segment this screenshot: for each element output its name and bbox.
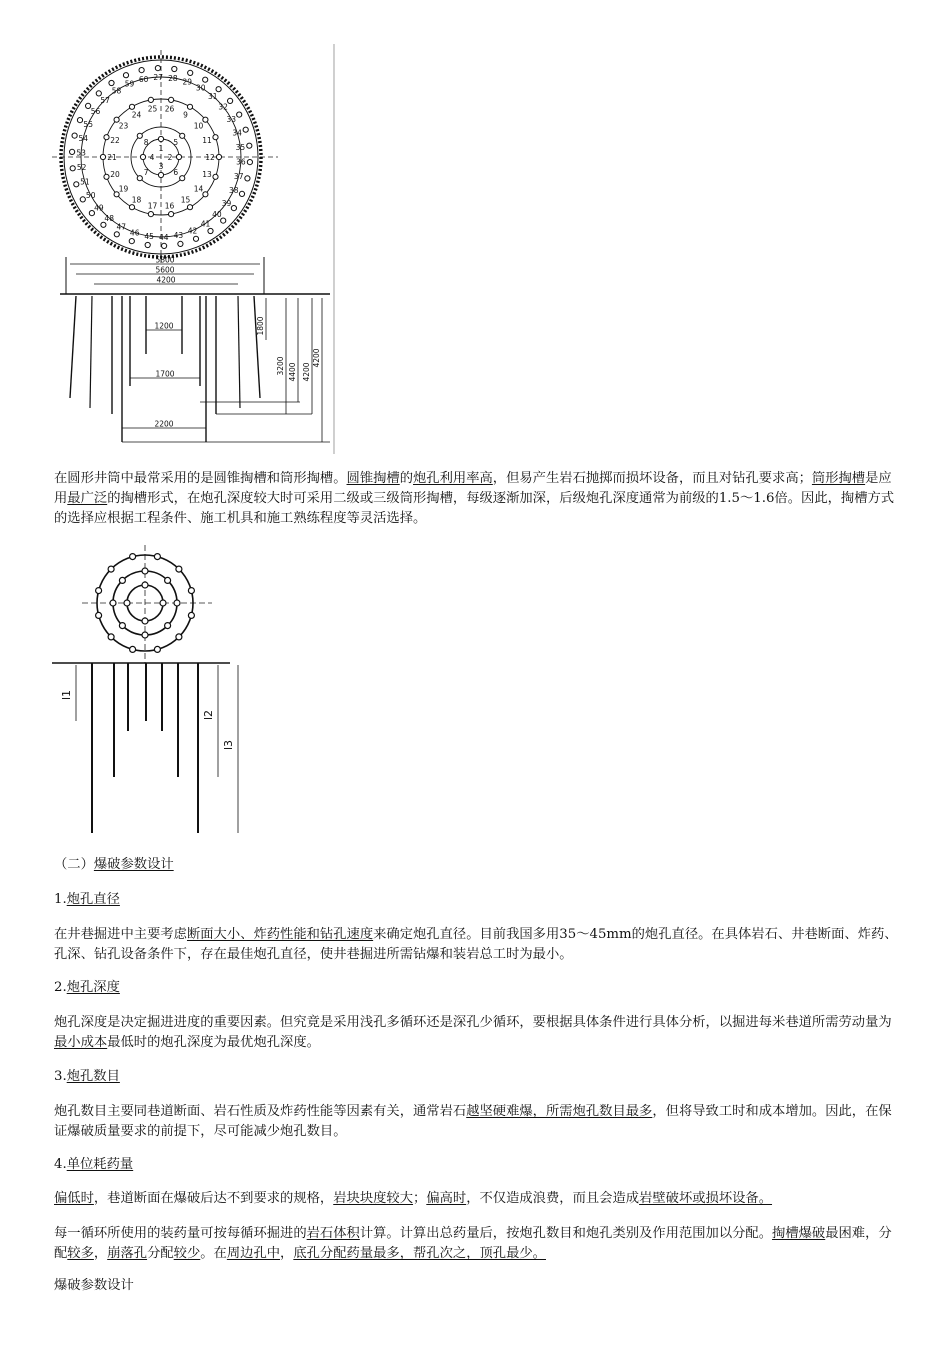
- blast-hole: [188, 70, 193, 75]
- hole-number: 4: [149, 153, 155, 162]
- hole-number: 51: [80, 177, 90, 187]
- blast-hole: [104, 135, 109, 140]
- heading-number: 2.: [54, 980, 67, 995]
- section-view: [52, 663, 238, 833]
- hole-number: 19: [118, 184, 129, 194]
- heading-title: 炮孔深度: [66, 980, 120, 995]
- blast-hole: [187, 104, 192, 109]
- blast-hole: [180, 176, 185, 181]
- blast-hole: [137, 133, 142, 138]
- hole-number: 2: [167, 153, 173, 162]
- section-heading: [54, 855, 900, 875]
- heading-hole-count: [54, 1067, 900, 1087]
- term-most-widely: 最广泛: [67, 491, 108, 506]
- blast-hole: [77, 118, 82, 123]
- hole-number: 35: [235, 142, 246, 152]
- hole-number: 6: [173, 167, 179, 177]
- paragraph-charge-distribution: [54, 1224, 900, 1264]
- blast-hole: [148, 97, 153, 102]
- blast-hole: [145, 242, 150, 247]
- blast-hole: [74, 182, 79, 187]
- term-stoping-holes: 崩落孔: [107, 1246, 148, 1261]
- blast-hole: [176, 566, 182, 572]
- hole-number: 47: [116, 222, 127, 232]
- edge-hole-left: [90, 296, 92, 408]
- blast-hole: [119, 577, 125, 583]
- term-too-high: 偏高时: [426, 1191, 467, 1206]
- dim-1800: 1800: [256, 316, 265, 336]
- text-span: 最低时的炮孔深度为最优炮孔深度。: [107, 1035, 320, 1050]
- blast-hole: [119, 623, 125, 629]
- dim-1700: 1700: [155, 369, 175, 379]
- text-span: 分配: [147, 1246, 174, 1261]
- dim-l3: l3: [222, 739, 235, 751]
- footer-caption: 爆破参数设计: [54, 1278, 134, 1293]
- blast-hole: [162, 243, 167, 248]
- hole-number: 12: [205, 153, 215, 162]
- dim-4200: 4200: [156, 275, 176, 285]
- blast-hole: [213, 174, 218, 179]
- term-perimeter-holes: 周边孔中: [226, 1246, 281, 1261]
- blast-hole: [154, 554, 160, 560]
- hole-number: 17: [147, 201, 158, 211]
- section-view: [60, 44, 334, 454]
- heading-hole-depth: [54, 978, 900, 998]
- heading-number: 3.: [54, 1069, 67, 1084]
- blast-hole: [193, 236, 198, 241]
- text-span: ，但将导致工时和成本增加。因此，在保证爆破质量要求的前提下，尽可能减少炮孔数目。: [54, 1104, 892, 1139]
- hole-number: 58: [111, 86, 122, 96]
- section-prefix: （二）: [54, 857, 94, 872]
- blast-hole: [165, 623, 171, 629]
- hole-number: 3: [158, 162, 164, 171]
- hole-number: 14: [193, 184, 204, 194]
- dim-4200-a: 4200: [302, 362, 311, 382]
- term-cut-blast: 掏槽爆破: [772, 1226, 826, 1241]
- heading-title: 炮孔数目: [66, 1069, 120, 1084]
- hole-number: 30: [195, 83, 206, 93]
- blast-hole: [148, 212, 153, 217]
- hole-number: 50: [85, 191, 96, 201]
- dim-l2: l2: [202, 709, 215, 721]
- text-span: 计算。计算出总药量后，按炮孔数目和炮孔类别及作用范围加以分配。: [359, 1226, 773, 1241]
- blast-hole: [188, 612, 194, 618]
- figure-shaft-cut-layout: [50, 42, 340, 457]
- dim-1200: 1200: [154, 321, 174, 331]
- text-span: 在圆形井筒中最常采用的是圆锥掏槽和筒形掏槽。: [54, 471, 347, 486]
- blast-hole: [174, 600, 180, 606]
- blast-hole: [237, 112, 242, 117]
- blast-hole: [187, 205, 192, 210]
- hole-number: 7: [143, 167, 149, 177]
- term-harder-rock: 越坚硬难爆，所需炮孔数目最多: [466, 1104, 653, 1119]
- hole-number: 36: [236, 157, 246, 167]
- text-span: ；: [413, 1191, 427, 1206]
- blast-hole: [180, 133, 185, 138]
- text-span: ，不仅造成浪费，而且会造成: [466, 1191, 640, 1206]
- dim-4400: 4400: [288, 362, 297, 382]
- blast-hole: [142, 568, 148, 574]
- hole-number: 24: [131, 110, 142, 120]
- text-span: 在井巷掘进中主要考虑: [54, 927, 187, 942]
- cylinder-cut-diagram: [52, 545, 252, 835]
- blast-hole: [178, 241, 183, 246]
- text-span: 的掏槽形式，在炮孔深度较大时可采用二级或三级筒形掏槽，每级逐渐加深，后级炮孔深度通常为前级的1.5～1.6倍。因此，掏槽方式的选择应根据工程条件、施工机具和施工熟练程度等灵活选择。: [54, 491, 895, 526]
- text-span: 炮孔数目主要同巷道断面、岩石性质及炸药性能等因素有关，通常岩石: [54, 1104, 467, 1119]
- dim-2200: 2200: [154, 419, 174, 429]
- blast-hole: [247, 160, 252, 165]
- hole-number: 38: [229, 186, 239, 196]
- hole-number: 42: [187, 226, 198, 236]
- paragraph-hole-depth: [54, 1013, 900, 1053]
- hole-number: 15: [180, 195, 191, 205]
- blast-hole: [160, 600, 166, 606]
- blast-hole: [231, 206, 236, 211]
- blast-hole: [70, 166, 75, 171]
- hole-number: 8: [143, 138, 149, 148]
- heading-charge: [54, 1155, 900, 1175]
- hole-number: 32: [218, 102, 228, 112]
- blast-hole: [158, 136, 163, 141]
- blast-hole: [109, 80, 114, 85]
- blast-hole: [165, 577, 171, 583]
- figure-cylinder-cut: [52, 545, 252, 835]
- blast-hole: [228, 98, 233, 103]
- heading-title: 单位耗药量: [66, 1157, 134, 1172]
- blast-hole: [130, 646, 136, 652]
- term-cone-cut: 圆锥掏槽: [346, 471, 400, 486]
- hole-number: 52: [76, 163, 87, 173]
- heading-number: 1.: [54, 892, 67, 907]
- blast-hole: [108, 566, 114, 572]
- blast-hole: [70, 149, 75, 154]
- blast-hole: [176, 154, 181, 159]
- blast-hole: [169, 212, 174, 217]
- hole-number: 11: [202, 136, 212, 146]
- dim-4200-b: 4200: [312, 348, 321, 368]
- blast-hole: [123, 73, 128, 78]
- blast-hole: [140, 154, 145, 159]
- text-span: 每一循环所使用的装药量可按每循环掘进的: [54, 1226, 307, 1241]
- hole-number: 20: [110, 169, 120, 179]
- section-title: 爆破参数设计: [93, 857, 174, 872]
- blast-hole: [114, 232, 119, 237]
- blast-hole: [137, 176, 142, 181]
- blast-hole: [72, 133, 77, 138]
- hole-number: 31: [208, 92, 218, 101]
- hole-number: 45: [144, 232, 154, 242]
- term-factors: 断面大小、炸药性能和钻孔速度: [186, 927, 374, 942]
- blast-hole: [108, 634, 114, 640]
- term-cylinder-cut: 筒形掏槽: [811, 471, 866, 486]
- blast-hole: [139, 68, 144, 73]
- heading-title: 炮孔直径: [66, 892, 120, 907]
- hole-number: 18: [131, 195, 142, 205]
- perimeter-hole-left: [70, 296, 76, 398]
- blast-hole: [100, 154, 105, 159]
- term-large-blocks: 岩块块度较大: [333, 1191, 414, 1206]
- blast-hole: [130, 554, 136, 560]
- blast-hole: [188, 588, 194, 594]
- hole-number: 43: [173, 231, 184, 241]
- blast-hole: [154, 646, 160, 652]
- blast-hole: [110, 600, 116, 606]
- dim-5600: 5600: [155, 265, 175, 275]
- text-span: 最困难，分配: [54, 1226, 892, 1261]
- text-span: 是应用: [54, 471, 892, 506]
- blast-hole: [239, 191, 244, 196]
- edge-hole-right: [238, 296, 240, 408]
- hole-number: 33: [226, 114, 237, 124]
- blast-hole: [247, 143, 252, 148]
- hole-number: 34: [232, 128, 242, 138]
- text-span: 的: [399, 471, 414, 486]
- hole-number: 44: [159, 233, 169, 242]
- blast-hole: [80, 197, 85, 202]
- hole-number: 49: [94, 203, 104, 213]
- plan-view: [52, 50, 278, 264]
- text-span: ，巷道断面在爆破后达不到要求的规格，: [93, 1191, 334, 1206]
- hole-number: 54: [78, 133, 89, 143]
- hole-number: 29: [182, 77, 193, 87]
- blast-hole: [96, 612, 102, 618]
- blast-hole: [176, 634, 182, 640]
- term-rock-volume: 岩石体积: [306, 1226, 360, 1241]
- hole-number: 46: [129, 228, 140, 238]
- text-span: 来确定炮孔直径。目前我国多用35～45mm的炮孔直径。在具体岩石、井巷断面、炸药、孔深、钻孔设备条件下，存在最佳炮孔直径，使井巷掘进所需钻爆和装岩总工时为最小。: [54, 927, 898, 962]
- term-wall-damage: 岩壁破坏或损坏设备。: [639, 1191, 773, 1206]
- blast-hole: [203, 117, 208, 122]
- plan-view: [82, 545, 212, 663]
- text-span: 。在: [200, 1246, 227, 1261]
- term-more: 较多: [67, 1246, 94, 1261]
- blast-hole: [158, 172, 163, 177]
- hole-number: 1: [158, 144, 164, 153]
- blast-hole: [96, 588, 102, 594]
- blast-hole: [243, 127, 248, 132]
- blast-hole: [203, 77, 208, 82]
- hole-number: 55: [83, 119, 93, 129]
- blast-hole: [169, 97, 174, 102]
- blast-hole: [213, 135, 218, 140]
- dim-3200: 3200: [276, 356, 285, 376]
- hole-number: 23: [118, 121, 129, 131]
- blast-hole: [245, 176, 250, 181]
- blast-hole: [142, 582, 148, 588]
- term-charge-order: 底孔分配药量最多，帮孔次之，顶孔最少。: [293, 1246, 546, 1261]
- hole-number: 5: [173, 138, 179, 148]
- blast-hole: [142, 618, 148, 624]
- paragraph-charge-level: [54, 1189, 900, 1209]
- hole-number: 25: [147, 104, 158, 114]
- heading-hole-diameter: [54, 890, 900, 910]
- hole-number: 37: [233, 172, 244, 182]
- hole-number: 53: [76, 148, 86, 158]
- dim-5800: 5800: [155, 255, 175, 265]
- blast-hole: [142, 632, 148, 638]
- hole-number: 41: [200, 219, 211, 229]
- hole-number: 60: [138, 74, 149, 84]
- hole-number: 48: [104, 214, 114, 223]
- term-utilization: 炮孔利用率高: [413, 471, 493, 486]
- hole-number: 9: [183, 110, 188, 120]
- hole-number: 13: [202, 169, 212, 179]
- blast-hole: [203, 192, 208, 197]
- hole-number: 21: [107, 153, 117, 162]
- text-span: ，但易产生岩石抛掷而损坏设备，而且对钻孔要求高；: [492, 471, 812, 486]
- hole-number: 10: [193, 121, 204, 131]
- hole-number: 28: [168, 73, 178, 83]
- paragraph-cut-types: [54, 469, 900, 529]
- hole-number: 57: [100, 95, 110, 105]
- hole-number: 22: [110, 136, 120, 146]
- hole-number: 56: [90, 107, 101, 116]
- blast-hole: [104, 174, 109, 179]
- blast-hole: [129, 239, 134, 244]
- dim-l1: l1: [60, 689, 73, 701]
- blast-hole: [129, 104, 134, 109]
- text-span: ，: [93, 1246, 108, 1261]
- term-too-low: 偏低时: [54, 1191, 94, 1206]
- hole-number: 59: [124, 79, 135, 89]
- blast-hole: [172, 66, 177, 71]
- perimeter-hole-right: [254, 296, 260, 398]
- term-min-cost: 最小成本: [54, 1035, 108, 1050]
- hole-number: 39: [221, 199, 232, 208]
- shaft-cut-diagram: [50, 42, 340, 457]
- hole-number: 40: [212, 210, 222, 220]
- term-less: 较少: [173, 1246, 201, 1261]
- heading-number: 4.: [54, 1157, 67, 1172]
- hole-number: 26: [164, 104, 175, 114]
- blast-hole: [155, 66, 160, 71]
- hole-number: 16: [164, 201, 175, 211]
- paragraph-hole-diameter: [54, 925, 900, 965]
- blast-hole: [208, 228, 213, 233]
- blast-hole: [124, 600, 130, 606]
- paragraph-hole-count: [54, 1102, 900, 1142]
- hole-number: 27: [153, 73, 163, 82]
- text-span: ，: [280, 1246, 294, 1261]
- blast-hole: [129, 205, 134, 210]
- blast-hole: [216, 154, 221, 159]
- text-span: 炮孔深度是决定掘进进度的重要因素。但究竟是采用浅孔多循环还是深孔少循环，要根据具体条件进行具体分析，以掘进每米巷道所需劳动量为: [54, 1015, 892, 1030]
